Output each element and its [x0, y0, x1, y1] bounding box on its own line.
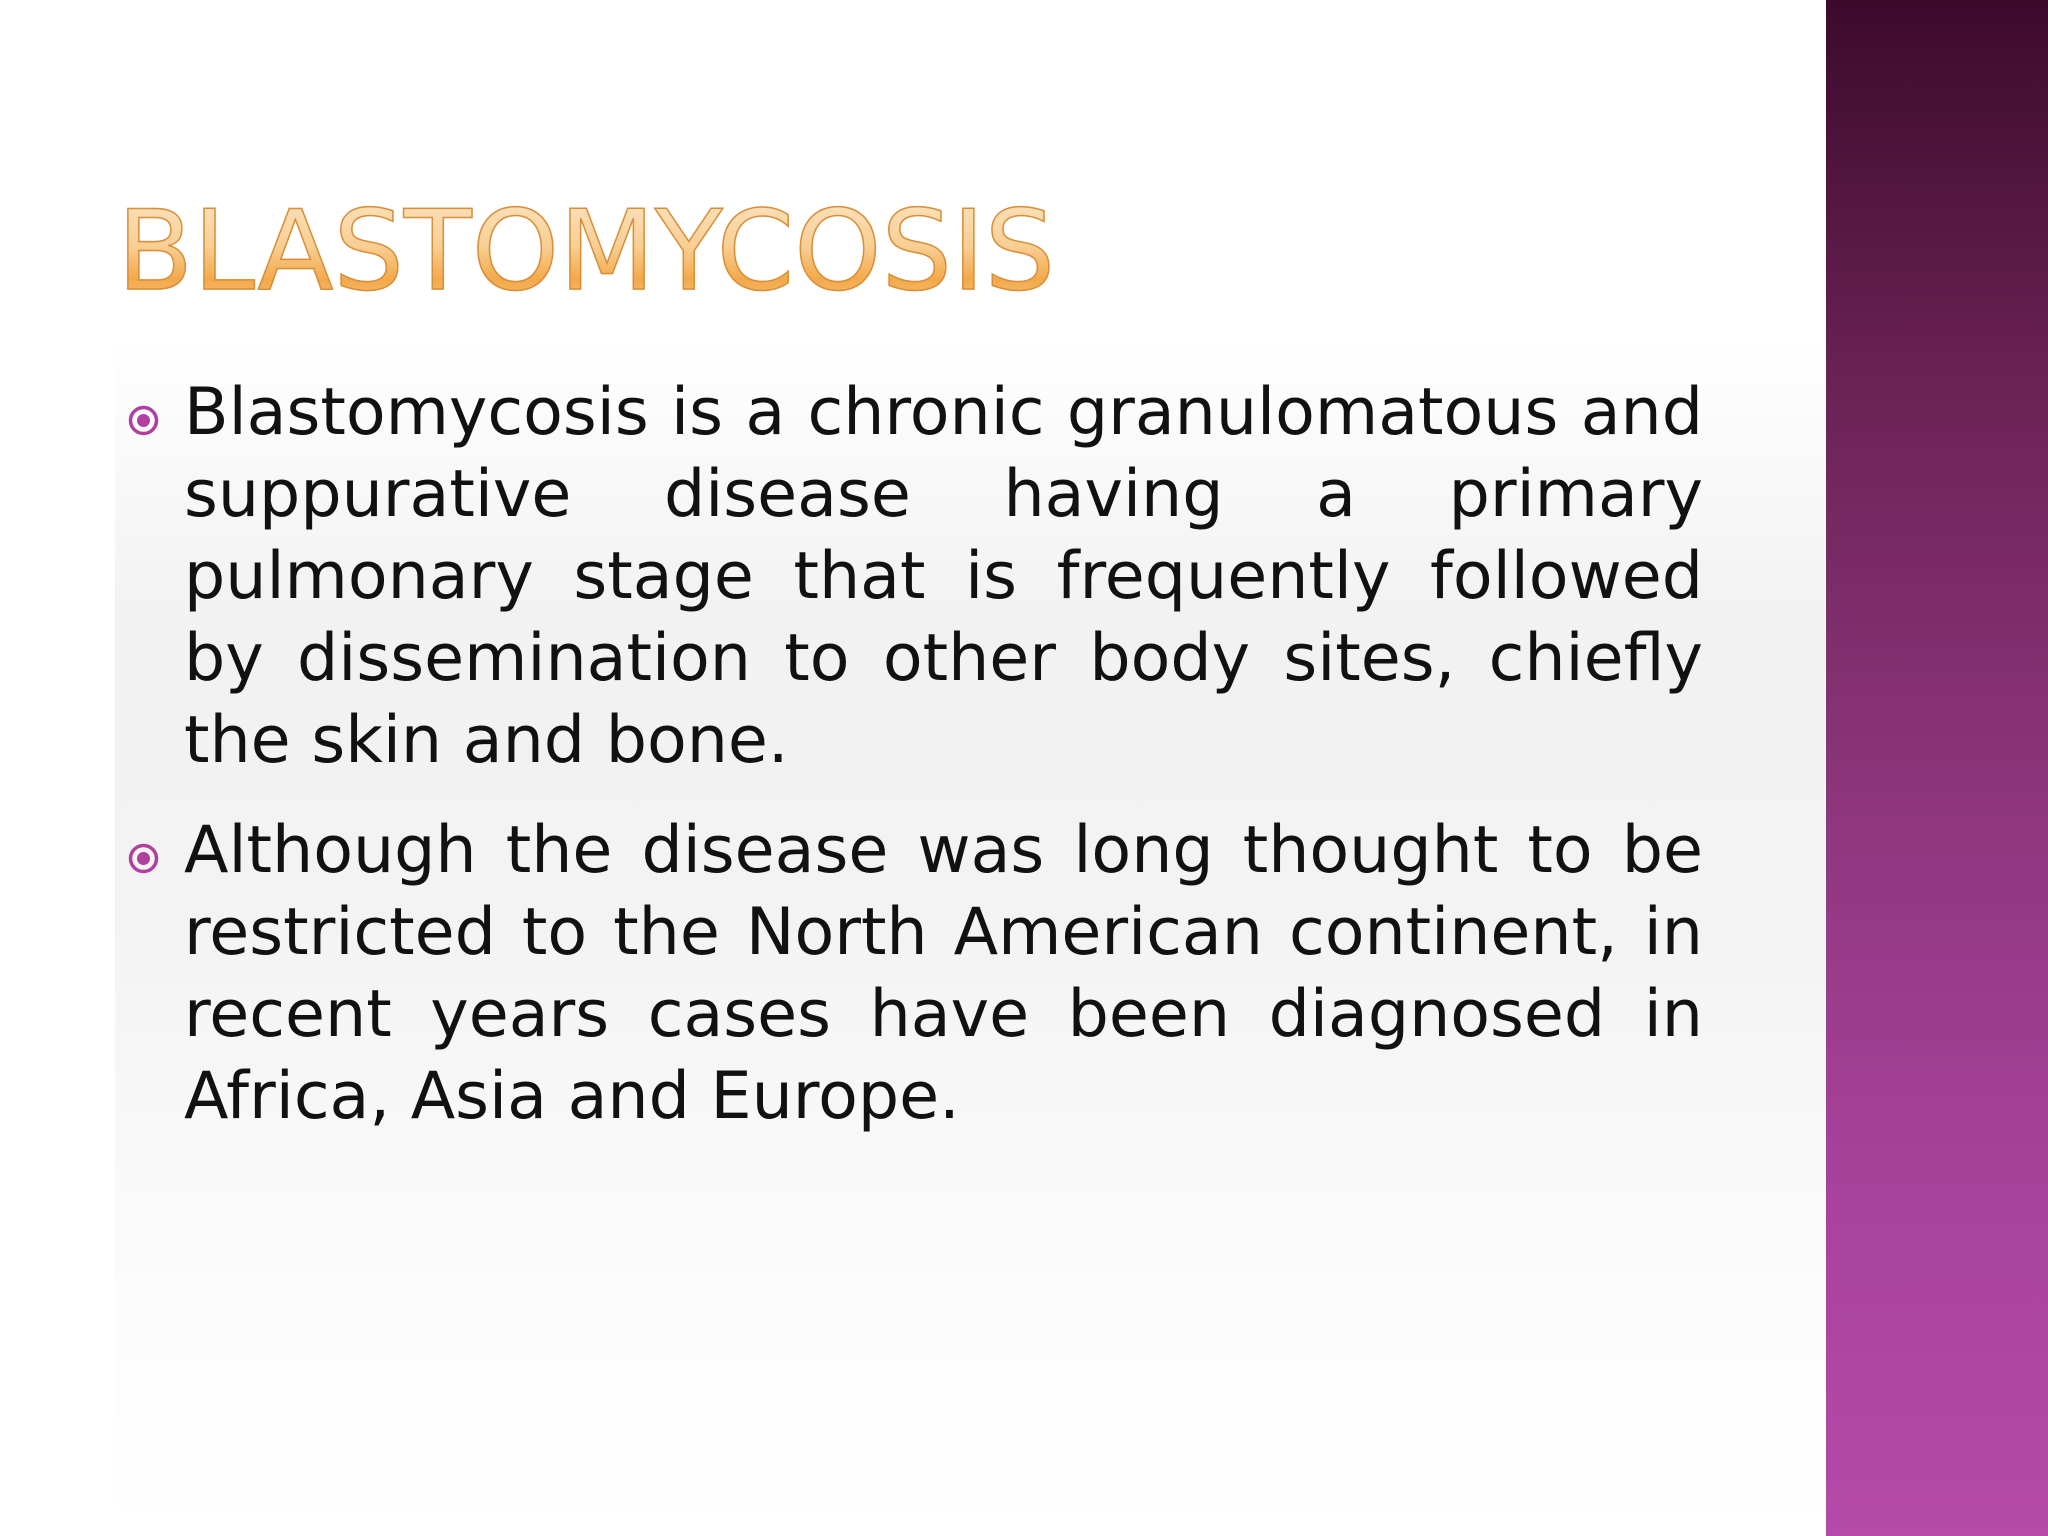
bullet-list — [125, 372, 1703, 1166]
bullet-circle-icon — [127, 404, 160, 437]
bullet-circle-icon — [127, 842, 160, 875]
bullet-text: Blastomycosis is a chronic granulomatous and suppurative disease having a primary pulmonary stage that is frequently followed by dissemination to other body sites, chiefly the skin and bone. — [184, 375, 1703, 778]
decorative-side-band — [1826, 0, 2048, 1536]
slide-title: BLASTOMYCOSIS — [117, 187, 1056, 316]
bullet-item-1 — [125, 372, 1703, 782]
bullet-item-2 — [125, 810, 1703, 1138]
bullet-text: Although the disease was long thought to be restricted to the North American continent, in recent years cases have been diagnosed in Africa, Asia and Europe. — [184, 813, 1703, 1134]
